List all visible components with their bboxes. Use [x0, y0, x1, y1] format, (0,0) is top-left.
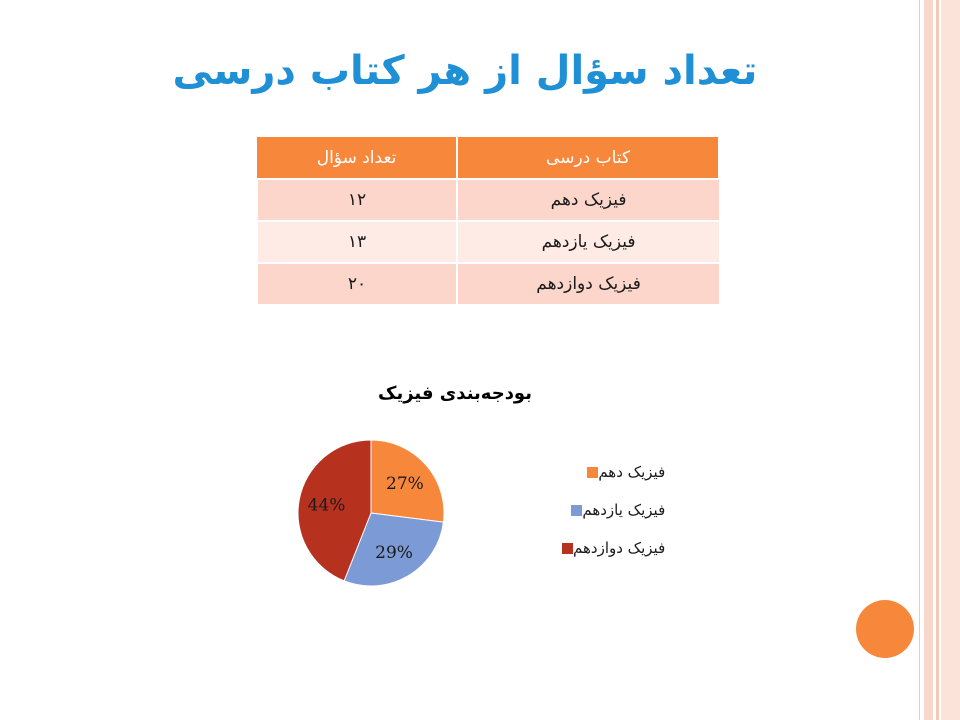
chart-title: بودجه‌بندی فیزیک	[378, 383, 532, 404]
legend-item	[558, 500, 665, 520]
decor-stripe	[941, 0, 960, 720]
table-cell-count: ۱۳	[257, 221, 457, 263]
decorative-circle	[856, 600, 914, 658]
table-row	[257, 263, 719, 304]
decor-stripe	[924, 0, 933, 720]
legend-swatch	[571, 505, 582, 516]
legend-label: فیزیک یازدهم	[582, 501, 666, 519]
legend-item	[558, 538, 665, 558]
decor-stripe	[919, 0, 920, 720]
table-cell-book: فیزیک یازدهم	[457, 221, 719, 263]
table-row	[257, 221, 719, 263]
table-cell-book: فیزیک دهم	[457, 179, 719, 221]
legend-label: فیزیک دوازدهم	[573, 539, 666, 557]
column-header-count: تعداد سؤال	[257, 137, 457, 179]
data-table	[256, 137, 720, 304]
legend-swatch	[587, 467, 598, 478]
table-header-row	[257, 137, 719, 179]
slide-title: تعداد سؤال از هر کتاب درسی	[172, 48, 758, 94]
column-header-book: کتاب درسی	[457, 137, 719, 179]
slice-label: 29%	[375, 542, 413, 563]
decor-stripe	[936, 0, 939, 720]
table-row	[257, 179, 719, 221]
legend-label: فیزیک دهم	[598, 463, 666, 481]
table-cell-count: ۲۰	[257, 263, 457, 304]
table-cell-book: فیزیک دوازدهم	[457, 263, 719, 304]
slice-label: 27%	[386, 474, 424, 495]
legend-item	[558, 462, 665, 482]
pie-chart	[290, 432, 460, 597]
table-cell-count: ۱۲	[257, 179, 457, 221]
chart-legend	[558, 462, 665, 576]
legend-swatch	[562, 543, 573, 554]
slice-label: 44%	[307, 495, 346, 516]
